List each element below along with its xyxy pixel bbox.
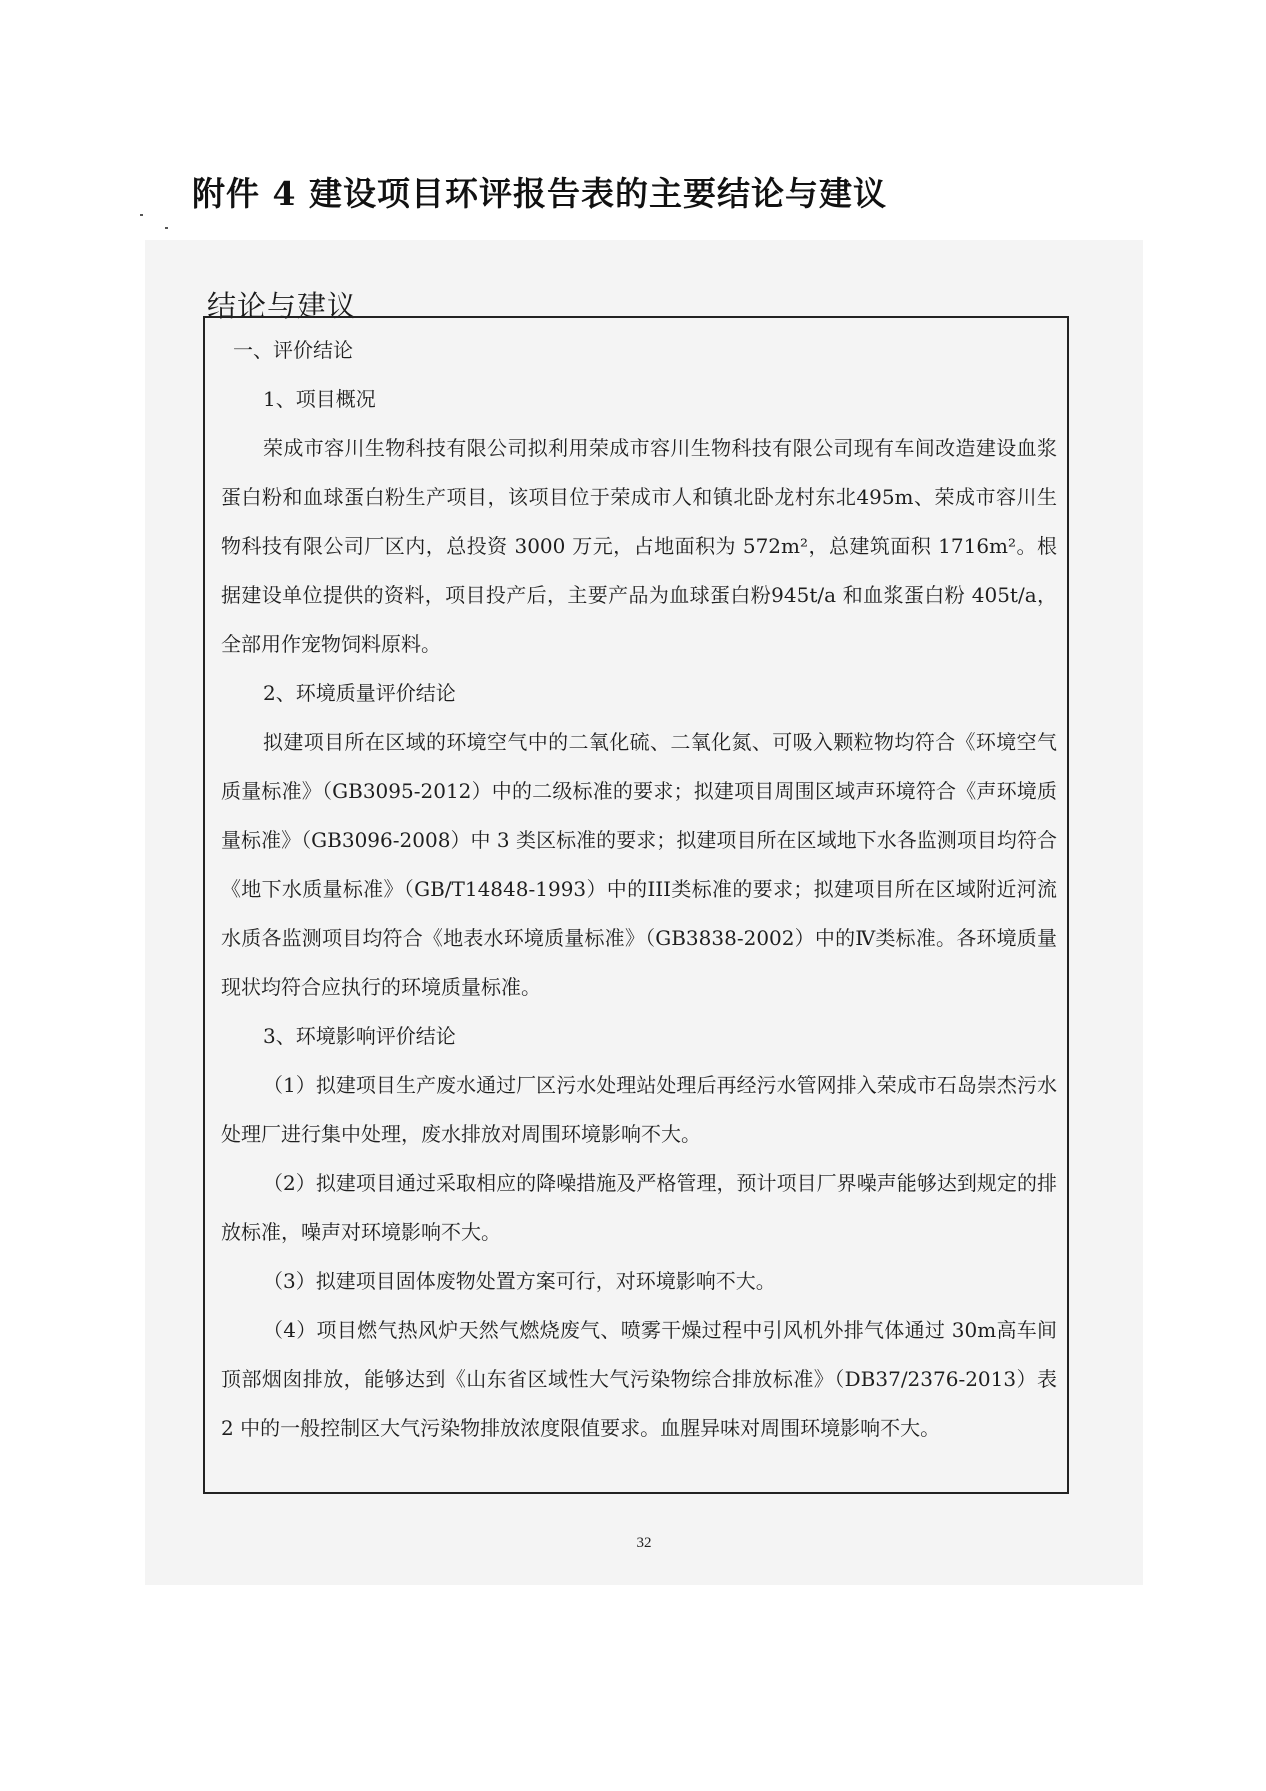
paragraph-environmental-quality: 拟建项目所在区域的环境空气中的二氧化硫、二氧化氮、可吸入颗粒物均符合《环境空气质量标准》（GB3095-2012）中的二级标准的要求；拟建项目周围区域声环境符合《声环境质量标准》（GB3096-2008）中 3 类区标准的要求；拟建项目所在区域地下水各监测项目均符合《地下水质量标准》（GB/T14848-1993）中的III类标准的要求；拟建项目所在区域附近河流水质各监测项目均符合《地表水环境质量标准》（GB3838-2002）中的Ⅳ类标准。各环境质量现状均符合应执行的环境质量标准。 <box>221 730 1057 999</box>
paragraph-exhaust-gas: （4）项目燃气热风炉天然气燃烧废气、喷雾干燥过程中引风机外排气体通过 30m高车间顶部烟囱排放，能够达到《山东省区域性大气污染物综合排放标准》（DB37/2376-2013）表 2 中的一般控制区大气污染物排放浓度限值要求。血腥异味对周围环境影响不大。 <box>221 1318 1057 1440</box>
paragraph-project-overview: 荣成市容川生物科技有限公司拟利用荣成市容川生物科技有限公司现有车间改造建设血浆蛋白粉和血球蛋白粉生产项目，该项目位于荣成市人和镇北卧龙村东北495m、荣成市容川生物科技有限公司厂区内，总投资 3000 万元，占地面积为 572m²，总建筑面积 1716m²。根据建设单位提供的资料，项目投产后，主要产品为血球蛋白粉945t/a 和血浆蛋白粉 405t/a，全部用作宠物饲料原料。 <box>221 436 1057 656</box>
paragraph-solid-waste: （3）拟建项目固体废物处置方案可行，对环境影响不大。 <box>263 1269 776 1293</box>
page-number: 32 <box>636 1535 652 1551</box>
scanned-page <box>145 240 1143 1585</box>
section-title: 结论与建议 <box>207 289 358 323</box>
heading-project-overview: 1、项目概况 <box>263 387 376 411</box>
paragraph-wastewater: （1）拟建项目生产废水通过厂区污水处理站处理后再经污水管网排入荣成市石岛崇杰污水处理厂进行集中处理，废水排放对周围环境影响不大。 <box>221 1073 1057 1146</box>
heading-environmental-quality: 2、环境质量评价结论 <box>263 681 456 705</box>
heading-environmental-impact: 3、环境影响评价结论 <box>263 1024 456 1048</box>
conclusion-box <box>203 316 1069 1494</box>
attachment-title: 附件 4 建设项目环评报告表的主要结论与建议 <box>192 174 887 213</box>
heading-evaluation-conclusion: 一、评价结论 <box>233 338 353 362</box>
scan-speck <box>140 214 143 216</box>
scan-speck <box>165 227 168 229</box>
conclusion-content <box>221 326 1057 1453</box>
paragraph-noise: （2）拟建项目通过采取相应的降噪措施及严格管理，预计项目厂界噪声能够达到规定的排放标准，噪声对环境影响不大。 <box>221 1171 1057 1244</box>
